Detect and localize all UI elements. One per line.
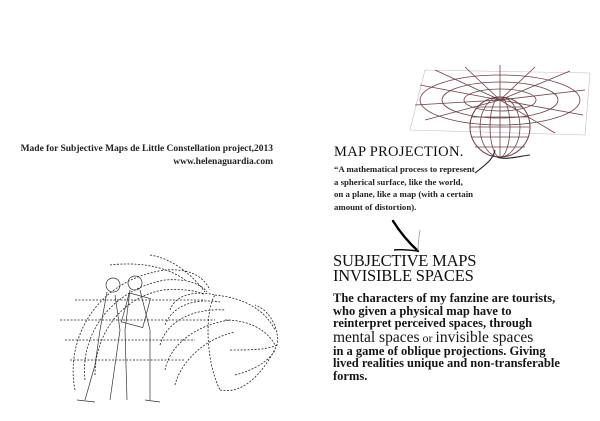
emphasis-line (333, 330, 560, 345)
body-line: who given a physical map have to (333, 303, 512, 318)
emphasis-connector: or (419, 330, 436, 345)
map-projection-title: MAP PROJECTION. (334, 144, 464, 160)
credit-line: Made for Subjective Maps de Little Constellation project,2013 (20, 144, 273, 154)
emphasis-mental-spaces: mental spaces (333, 328, 420, 346)
subjective-maps-title (333, 253, 476, 283)
subjective-maps-body (333, 292, 560, 383)
body-line: forms. (333, 368, 368, 383)
tourists-dotted-projection-icon (55, 250, 295, 415)
definition-line: amount of distortion). (334, 201, 417, 212)
definition-line: on a plane, like a map (with a certain (334, 189, 474, 199)
definition-line: a spherical surface, like the world, (334, 176, 463, 187)
website-link: www.helenaguardia.com (173, 157, 273, 167)
emphasis-invisible-spaces: invisible spaces (435, 328, 534, 346)
credit (21, 143, 273, 169)
body-line: reinterpret perceived spaces, through (333, 316, 533, 331)
body-line: in a game of oblique projections. Giving (333, 343, 546, 358)
map-projection-definition (334, 163, 475, 213)
title-line: INVISIBLE SPACES (333, 266, 474, 285)
definition-line: “A mathematical process to represent (334, 164, 475, 174)
body-line: lived realities unique and non-transferable (333, 356, 560, 371)
title-line: SUBJECTIVE MAPS (333, 251, 477, 270)
body-line: The characters of my fanzine are tourists, (333, 291, 556, 305)
